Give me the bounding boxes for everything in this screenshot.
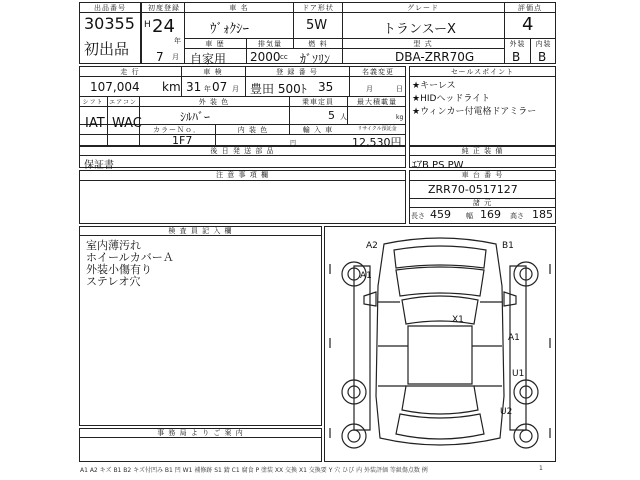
exterior-label: 外装: [509, 40, 526, 48]
selling-point-1: ★キーレス: [412, 81, 456, 91]
door-shape: 5W: [306, 18, 328, 33]
max-load-unit: kg: [396, 114, 404, 121]
mark-b1: B1: [502, 241, 514, 251]
grade: トランスーX: [383, 22, 456, 37]
import-label: 輸 入 車: [302, 126, 334, 134]
car-name-label: 車 名: [229, 4, 249, 12]
height-value: 185: [532, 208, 553, 221]
title-month-unit: 月: [366, 85, 373, 93]
title-transfer-label: 名義変更: [362, 68, 394, 76]
grade-label: グレード: [407, 4, 439, 12]
aircon: WAC: [112, 116, 142, 131]
inspector-line-4: ステレオ穴: [86, 275, 141, 288]
registration-num: 35: [318, 80, 334, 94]
notes-label: 注 意 事 項 欄: [216, 171, 269, 179]
recycle-fee: 12,530円: [352, 136, 402, 149]
post-parts-label: 後 日 発 送 部 品: [210, 147, 275, 155]
color-no: 1F7: [172, 134, 193, 147]
genuine-label: 純 正 装 備: [461, 147, 504, 155]
office-label: 事 務 局 よ り ご 案 内: [157, 429, 244, 437]
model-label: 型 式: [413, 40, 433, 48]
inspector-line-3: 外装小傷有り: [86, 263, 152, 276]
displacement-label: 排気量: [258, 40, 282, 48]
car-name: ｳﾞｫｸｼｰ: [210, 22, 249, 37]
car-damage-diagram: [324, 226, 556, 462]
shift: IAT: [85, 116, 105, 131]
inspection-month: 07: [212, 80, 228, 94]
model: DBA-ZRR70G: [395, 50, 475, 64]
first-reg-label: 初度登録: [148, 4, 180, 12]
length-label: 長さ: [411, 212, 425, 220]
reg-year: 24: [152, 16, 175, 37]
fuel-label: 燃 料: [308, 40, 328, 48]
color-no-label: カラーＮｏ．: [153, 126, 201, 134]
registration-no: 豊田 500ﾄ: [250, 82, 307, 96]
mark-x1: X1: [452, 315, 464, 325]
inspector-line-1: 室内薄汚れ: [86, 239, 141, 252]
genuine-equipment: ｴｱB PS PW: [412, 160, 464, 171]
recycle-label: リサイクル預託金: [357, 126, 397, 132]
selling-point-3: ★ウィンカー付電格ドアミラー: [412, 107, 537, 117]
registration-label: 登 録 番 号: [276, 68, 318, 76]
history: 自家用: [190, 52, 227, 66]
dims-label: 諸 元: [472, 199, 493, 207]
width-label: 幅: [466, 212, 473, 220]
inspection-month-unit: 月: [232, 85, 239, 93]
lot-number: 30355: [84, 14, 135, 33]
mileage: 107,004: [90, 80, 140, 94]
title-day-unit: 日: [396, 85, 403, 93]
displacement: 2000: [250, 50, 281, 64]
year-unit: 年: [174, 37, 181, 45]
inspector-label: 検 査 員 記 入 欄: [168, 227, 233, 235]
page-edge-number: 1: [539, 465, 543, 472]
era: H: [144, 20, 151, 30]
month-unit: 月: [172, 53, 179, 61]
mileage-unit: km: [162, 80, 181, 94]
capacity: 5: [328, 109, 335, 122]
ext-color: ｼﾙﾊﾞｰ: [180, 110, 211, 124]
chassis-number: ZRR70-0517127: [428, 183, 518, 196]
displacement-unit: cc: [280, 53, 288, 61]
inspection-year-unit: 年: [204, 85, 211, 93]
history-label: 車 歴: [205, 40, 225, 48]
door-shape-label: ドア形状: [302, 4, 334, 12]
selling-points-label: セールスポイント: [450, 68, 515, 76]
inspector-line-2: ホイールカバーＡ: [86, 251, 174, 264]
mark-u2: U2: [500, 407, 513, 417]
int-color-label: 内 装 色: [237, 126, 269, 134]
score: 4: [522, 14, 534, 35]
mileage-label: 走 行: [120, 68, 140, 76]
reg-month: 7: [156, 50, 164, 64]
chassis-label: 車 台 番 号: [461, 171, 504, 179]
mark-a1-left: A1: [360, 271, 372, 281]
mark-u1: U1: [512, 369, 525, 379]
height-label: 高さ: [510, 212, 524, 220]
capacity-label: 乗車定員: [302, 98, 334, 106]
capacity-unit: 人: [340, 113, 347, 121]
interior-grade: B: [538, 50, 547, 64]
length-value: 459: [430, 208, 451, 221]
width-value: 169: [480, 208, 501, 221]
legend: A1 A2 キズ B1 B2 キズ付凹み B1 凹 W1 補修跡 S1 錆 C1 腐食 P 塗装 XX 交換 X1 交換要 Y 穴 ひび 内 外装評価 等級傷点数 例: [80, 467, 428, 474]
mark-a2: A2: [366, 241, 378, 251]
fuel: ｶﾞｿﾘﾝ: [300, 52, 331, 66]
inspection-year: 31: [186, 80, 202, 94]
interior-label: 内装: [535, 40, 552, 48]
exterior-grade: B: [512, 50, 521, 64]
post-parts: 保証書: [84, 160, 114, 171]
max-load-label: 最大積載量: [357, 98, 397, 106]
mark-a1-right: A1: [508, 333, 520, 343]
selling-point-2: ★HIDヘッドライト: [412, 94, 491, 104]
first-listing-badge: 初出品: [84, 40, 130, 58]
lot-no-label: 出品番号: [94, 4, 126, 12]
score-label: 評価点: [518, 4, 542, 12]
shift-label: シフト: [82, 99, 104, 106]
recycle-unit-small: 円: [290, 140, 297, 147]
aircon-label: エアコン: [109, 99, 137, 106]
ext-color-label: 外 装 色: [198, 98, 230, 106]
inspection-label: 車 検: [203, 68, 223, 76]
